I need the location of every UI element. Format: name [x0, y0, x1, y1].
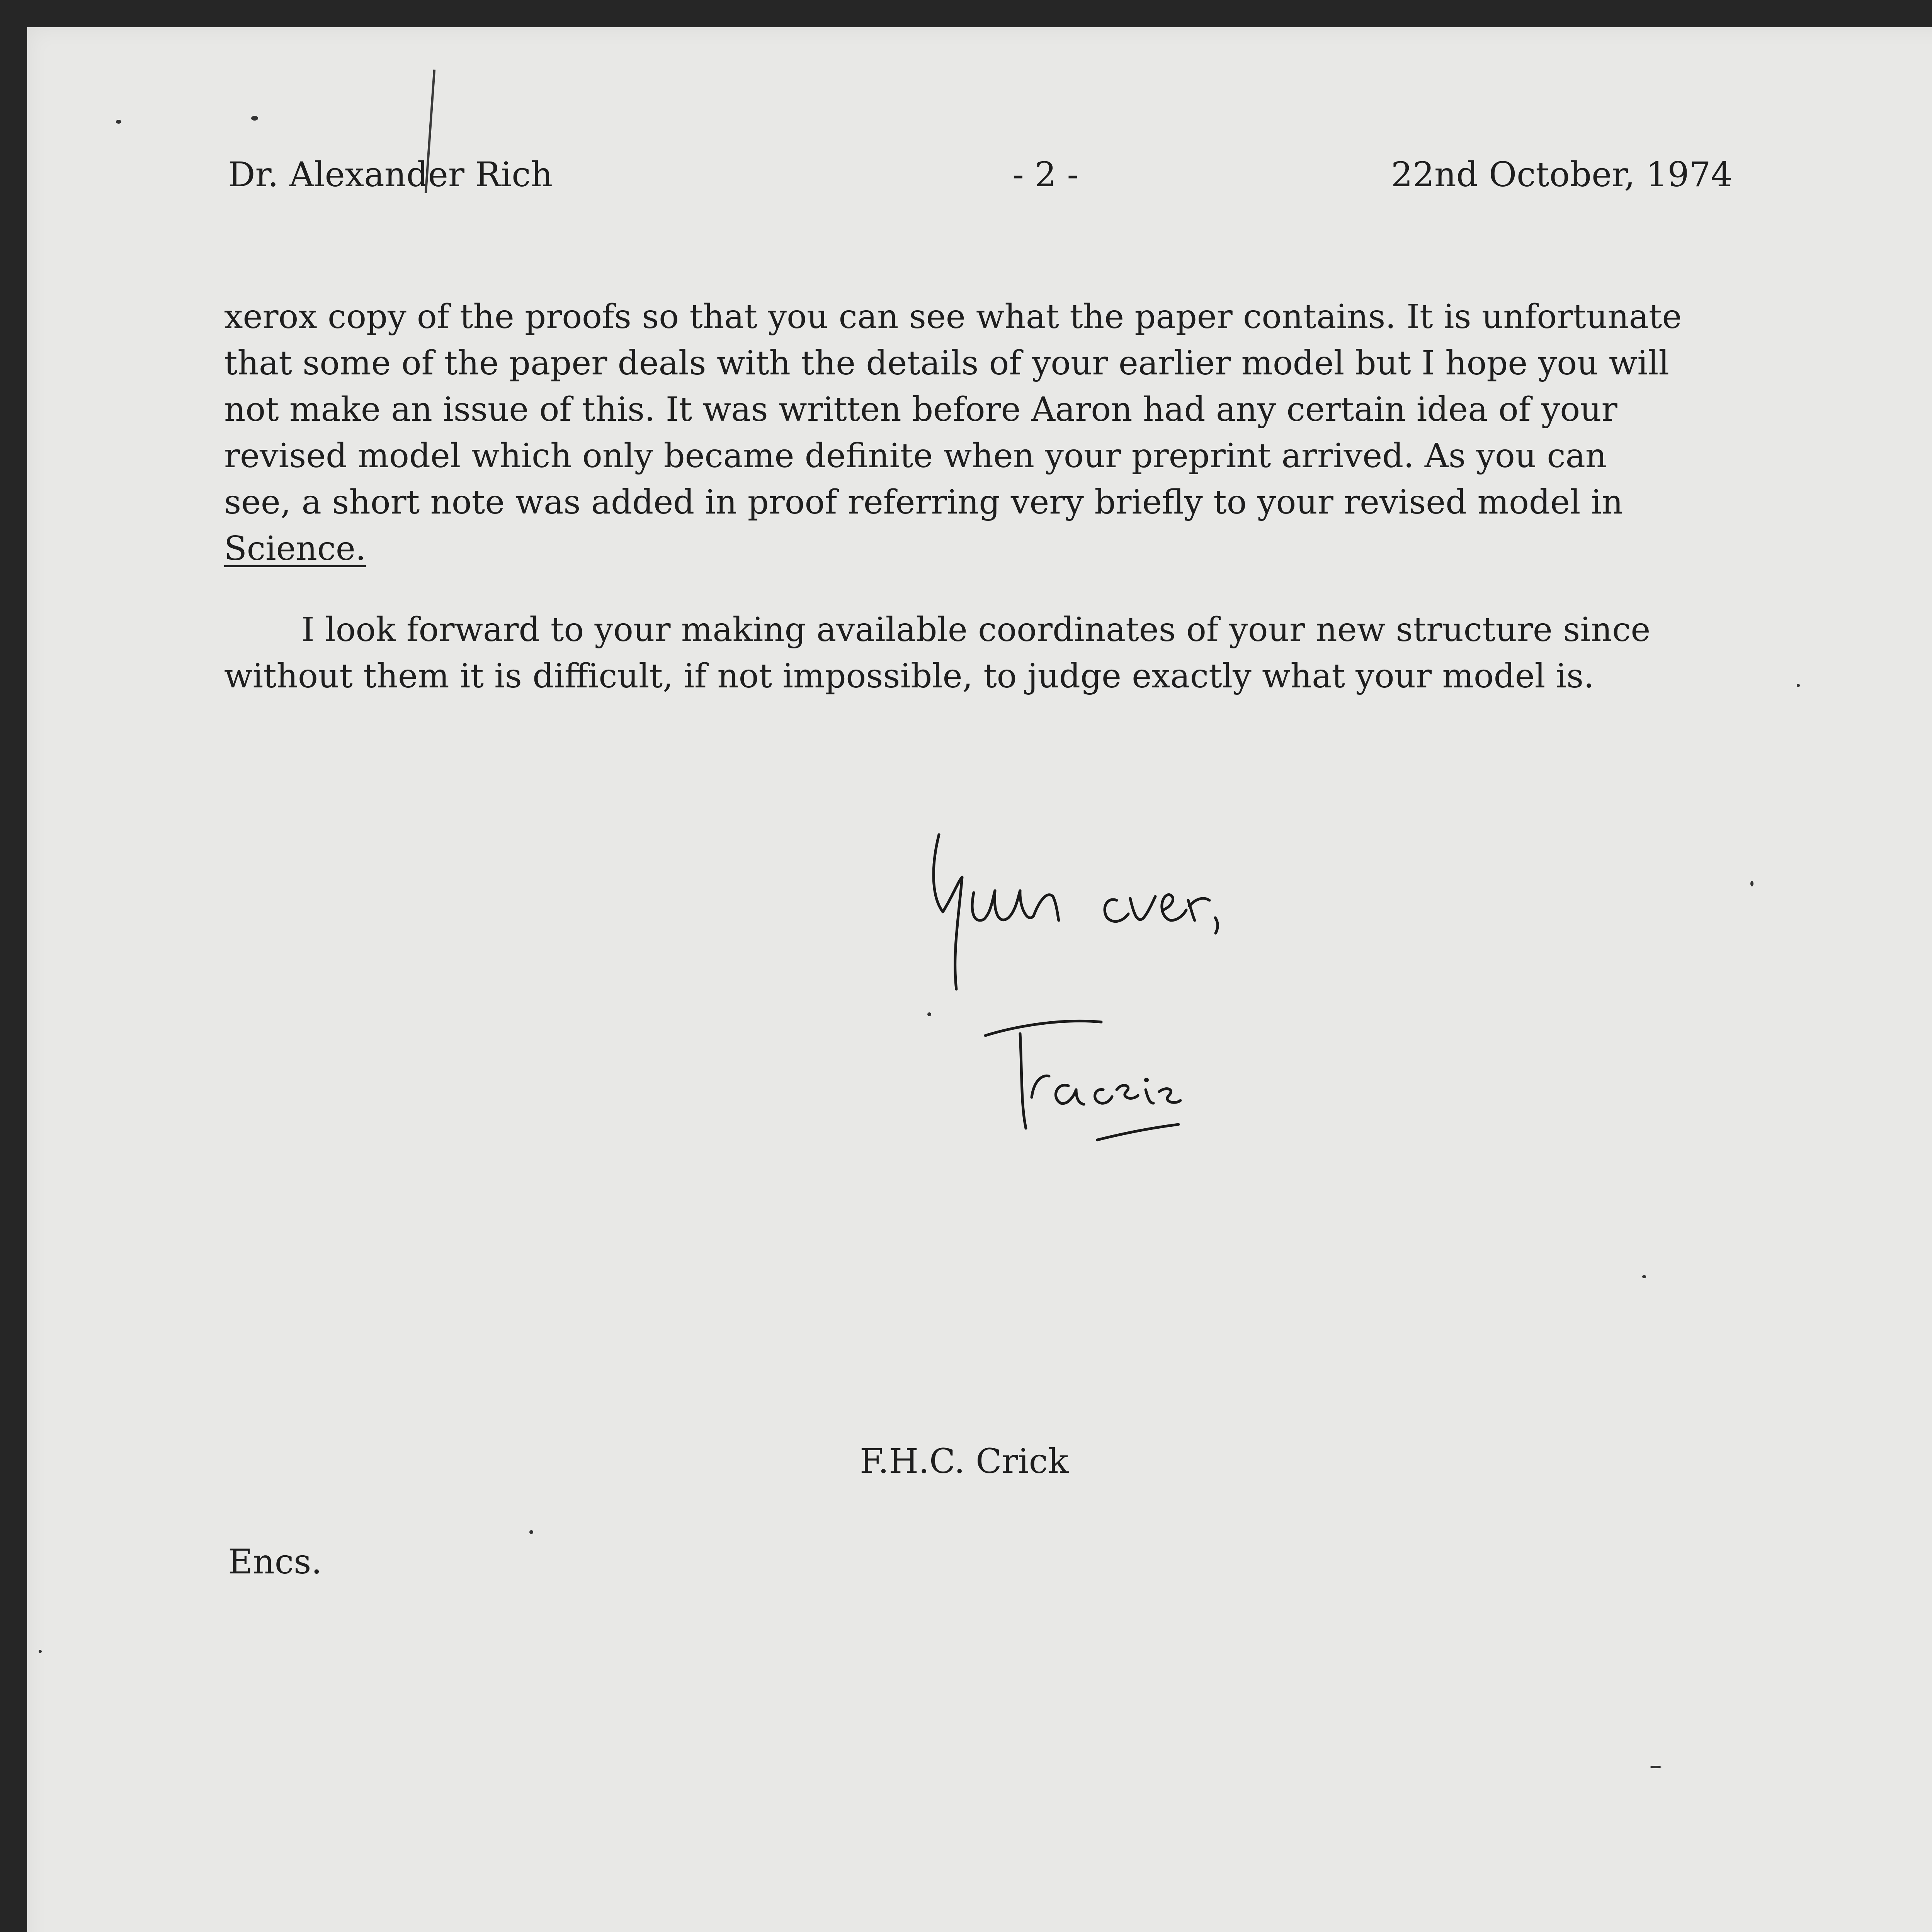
body-line: not make an issue of this. It was written before Aaron had any certain idea of your: [224, 390, 1617, 429]
header-page-number: - 2 -: [1012, 155, 1079, 194]
scan-speck: [927, 1012, 931, 1016]
letter-page: [27, 27, 1932, 1932]
body-line: revised model which only became definite when your preprint arrived. As you can: [224, 437, 1607, 475]
enclosures-note: Encs.: [228, 1542, 322, 1582]
scan-speck: [1642, 1275, 1646, 1278]
body-line: I look forward to your making available coordinates of your new structure since: [301, 611, 1651, 649]
body-paragraph-2: [224, 607, 1808, 699]
body-paragraph-1: [224, 294, 1808, 572]
science-journal-reference: Science.: [224, 529, 366, 568]
body-line: without them it is difficult, if not impossible, to judge exactly what your model is.: [224, 657, 1594, 696]
body-line: that some of the paper deals with the details of your earlier model but I hope you will: [224, 344, 1669, 383]
scan-speck: [1750, 881, 1753, 886]
body-line: xerox copy of the proofs so that you can see what the paper contains. It is unfortunate: [224, 298, 1682, 336]
body-line: see, a short note was added in proof referring very briefly to your revised model in: [224, 483, 1623, 522]
header-recipient: Dr. Alexander Rich: [228, 155, 553, 194]
scan-speck: [39, 1650, 42, 1653]
scan-speck: [116, 120, 121, 124]
header-date: 22nd October, 1974: [1391, 155, 1733, 194]
scan-speck: [529, 1530, 533, 1534]
sender-typed-name: F.H.C. Crick: [860, 1441, 1069, 1481]
scan-speck: [251, 116, 258, 121]
scan-speck: [1650, 1766, 1662, 1768]
handwritten-signature: [916, 819, 1379, 1244]
scan-speck: [1797, 684, 1800, 687]
